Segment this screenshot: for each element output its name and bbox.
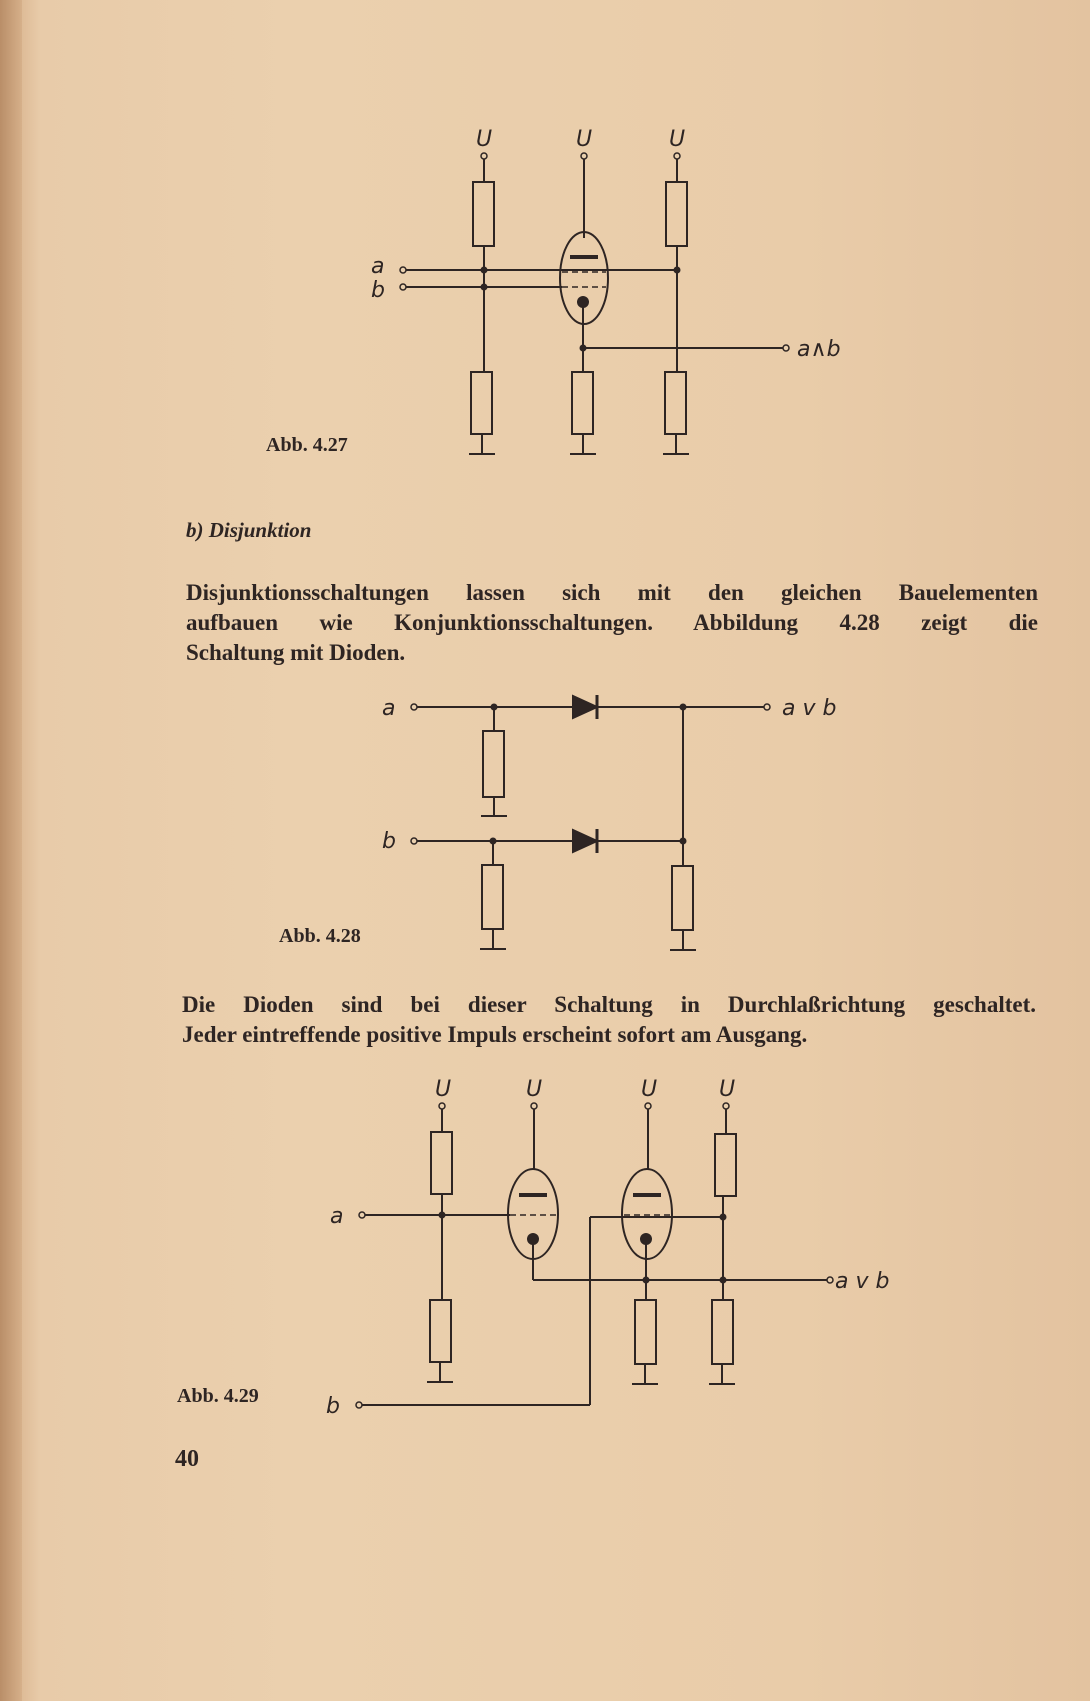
- output-label: a∧b: [797, 337, 841, 362]
- supply-label: U: [669, 127, 686, 152]
- figure-caption: Abb. 4.28: [279, 925, 361, 947]
- section-heading: b) Disjunktion: [186, 518, 312, 542]
- input-label-a: a: [382, 696, 396, 721]
- input-label-b: b: [326, 1394, 340, 1419]
- supply-label: U: [526, 1077, 543, 1102]
- text-line: aufbauen wie Konjunktionsschaltungen. Abbildung 4.28 zeigt die: [186, 610, 1038, 635]
- resistor: [430, 1300, 451, 1362]
- supply-label: U: [641, 1077, 658, 1102]
- output-label: a v b: [782, 696, 837, 721]
- supply-label: U: [576, 127, 593, 152]
- supply-label: U: [719, 1077, 736, 1102]
- resistor: [715, 1134, 736, 1196]
- supply-label: U: [476, 127, 493, 152]
- input-label-b: b: [382, 829, 396, 854]
- page-number: 40: [175, 1446, 199, 1472]
- figure-caption: Abb. 4.29: [177, 1385, 259, 1407]
- text-line: Jeder eintreffende positive Impuls erscheint sofort am Ausgang.: [182, 1022, 808, 1047]
- resistor: [431, 1132, 452, 1194]
- input-label-b: b: [371, 278, 385, 303]
- resistor: [712, 1300, 733, 1364]
- resistor: [635, 1300, 656, 1364]
- output-label: a v b: [835, 1269, 890, 1294]
- text-line: Die Dioden sind bei dieser Schaltung in Durchlaßrichtung geschaltet.: [182, 992, 1036, 1017]
- text-line: Schaltung mit Dioden.: [186, 640, 406, 665]
- supply-label: U: [435, 1077, 452, 1102]
- text-line: Disjunktionsschaltungen lassen sich mit den gleichen Bauelementen: [186, 580, 1038, 605]
- input-label-a: a: [371, 254, 385, 279]
- figure-caption: Abb. 4.27: [266, 434, 348, 456]
- input-label-a: a: [330, 1204, 344, 1229]
